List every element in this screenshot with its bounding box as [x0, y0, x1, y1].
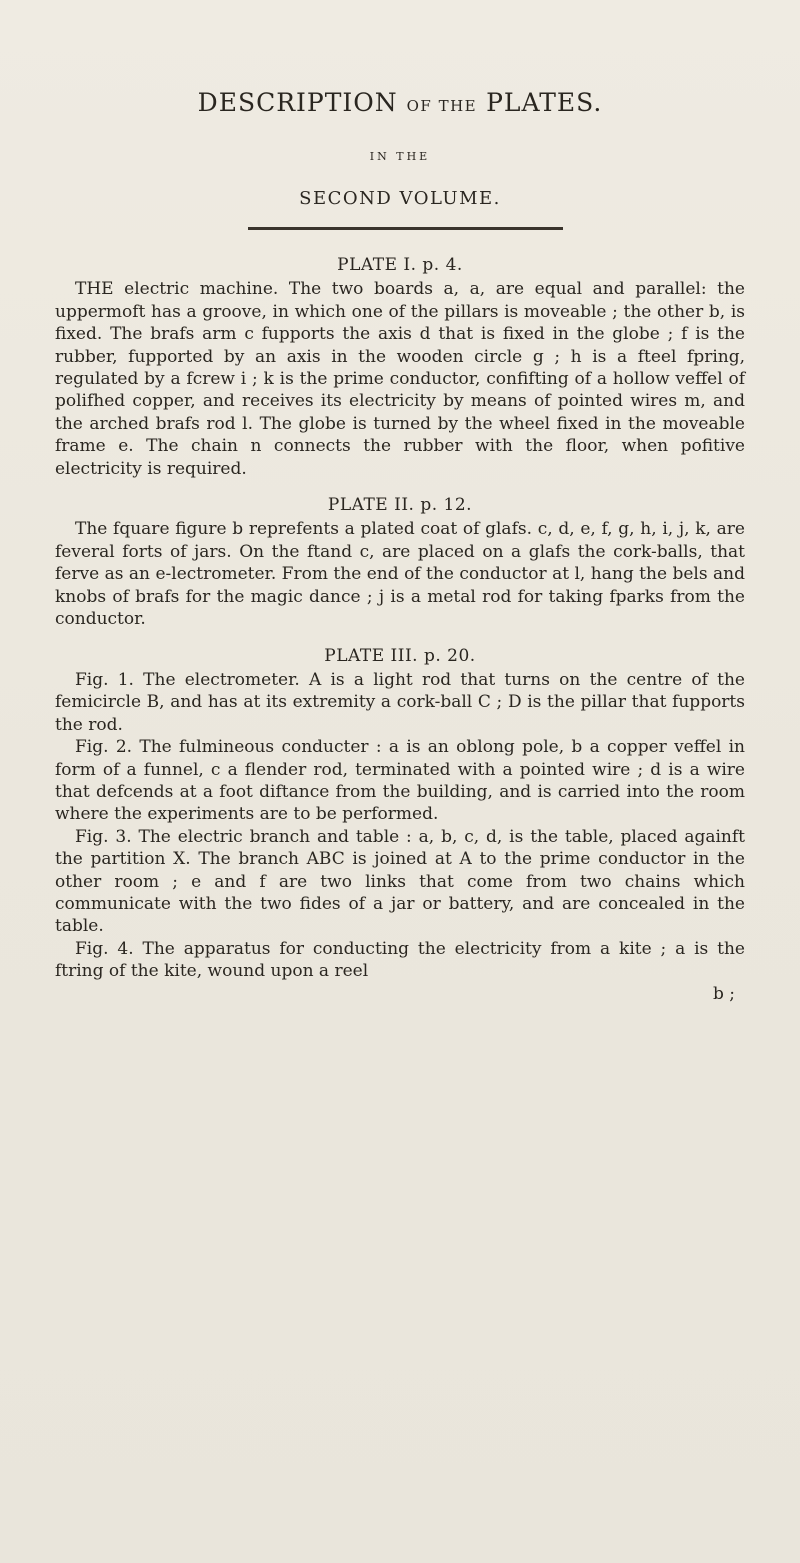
section-heading: PLATE III. p. 20. — [324, 645, 476, 666]
section-heading: PLATE II. p. 12. — [327, 495, 473, 516]
section-paragraph: Fig. 1. The electrometer. A is a light rod that turns on the centre of the femicircle B, and has at its extremity a cork-ball C ; D is the pillar that fupports the rod. — [55, 669, 745, 735]
section-plate-2 — [55, 494, 745, 630]
section-paragraph: Fig. 2. The fulmineous conducter : a is an oblong pole, b a copper veffel in form of a funnel, c a flender rod, terminated with a pointed wire ; d is a wire that defcends at a foot diftance from the building, and is carried into the room where the experiments are to be performed. — [55, 737, 745, 825]
divider-rule — [248, 227, 563, 230]
section-paragraph: Fig. 3. The electric branch and table : a, b, c, d, is the table, placed againft the partition X. The branch ABC is joined at A to the prime conductor in the other room ; e and f are two links that come from two chains which communicate with the two fides of a jar or battery, and are concealed in the table. — [55, 826, 745, 937]
catchword: b ; — [712, 983, 735, 1004]
section-plate-3 — [55, 645, 745, 983]
section-paragraph: THE electric machine. The two boards a, a, are equal and parallel: the uppermoft has a groove, in which one of the pillars is moveable ; the other b, is fixed. The brafs arm c fupports the axis d that is fixed in the globe ; f is the rubber, fupported by an axis in the wooden circle g ; h is a fteel fpring, regulated by a fcrew i ; k is the prime conductor, confifting of a hollow veffel of polifhed copper, and receives its electricity by means of pointed wires m, and the arched brafs rod l. The globe is turned by the wheel fixed in the moveable frame e. The chain n connects the rubber with the floor, when pofitive electricity is required. — [55, 279, 745, 479]
title-end: PLATES. — [486, 88, 603, 117]
section-heading: PLATE I. p. 4. — [337, 255, 463, 275]
title-main: DESCRIPTION — [197, 88, 398, 117]
page-title — [0, 88, 800, 117]
section-paragraph: Fig. 4. The apparatus for conducting the electricity from a kite ; a is the ftring of the kite, wound upon a reel — [55, 938, 745, 982]
title-of: OF THE — [406, 97, 478, 115]
section-plate-1 — [55, 254, 745, 480]
section-paragraph: The fquare figure b reprefents a plated coat of glafs. c, d, e, f, g, h, i, j, k, are feveral forts of jars. On the ftand c, are placed on a glafs the cork-balls, that ferve as an e-lectrometer. From the end of the conductor at l, hang the bels and knobs of brafs for the magic dance ; j is a metal rod for taking fparks from the conductor. — [55, 519, 745, 630]
subtitle-in: IN THE — [369, 150, 431, 163]
subtitle-volume: SECOND VOLUME. — [299, 188, 501, 209]
body-text — [55, 240, 745, 1005]
